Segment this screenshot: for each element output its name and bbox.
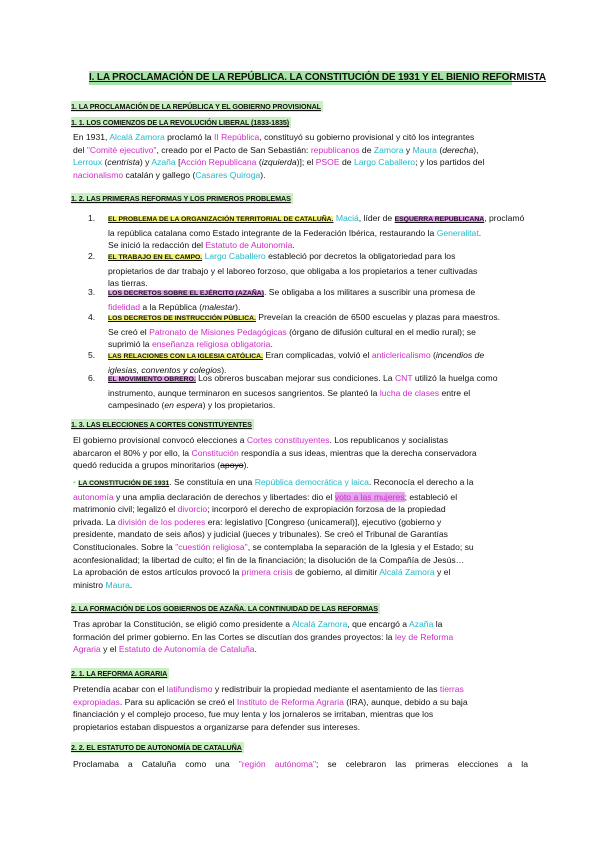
list-number: 6.	[88, 373, 96, 383]
section-heading-1: 1. LA PROCLAMACIÓN DE LA REPÚBLICA Y EL GOBIERNO PROVISIONAL	[71, 102, 321, 111]
section-heading-1-3: 1. 3. LAS ELECCIONES A CORTES CONSTITUYENTES	[71, 420, 252, 429]
paragraph-first-crisis: La aprobación de estos artículos provocó la primera crisis de gobierno, al dimitir Alcalá Zamora y el ministro Maura.	[73, 567, 451, 590]
list-item: EL TRABAJO EN EL CAMPO. Largo Caballero estableció por decretos la obligatoriedad para los propietarios de dar trabajo y el laboreo forzoso, que obligaba a los propietarios a tener cultivadas las tierras.	[108, 251, 478, 289]
paragraph-provisional-government: En 1931, Alcalá Zamora proclamó la II República, constituyó su gobierno provisional y citó los integrantes del "Comité ejecutivo", creado por el Pacto de San Sebastián: republicanos de Zamora y Maura (derecha), Lerroux (centrista) y Azaña [Acción Republicana (izquierda)]; el PSOE de Largo Caballero; y los partidos del nacionalismo catalán y gallego (Casares Quiroga).	[73, 132, 485, 180]
section-heading-2: 2. LA FORMACIÓN DE LOS GOBIERNOS DE AZAÑA. LA CONTINUIDAD DE LAS REFORMAS	[71, 604, 378, 613]
page-title: I. LA PROCLAMACIÓN DE LA REPÚBLICA. LA CONSTITUCIÓN DE 1931 Y EL BIENIO REFORMISTA	[89, 72, 546, 83]
list-item: LOS DECRETOS DE INSTRUCCIÓN PÚBLICA. Preveían la creación de 6500 escuelas y plazas para maestros. Se creó el Patronato de Misiones Pedagógicas (órgano de difusión cultural en el medio rural); se suprimió la enseñanza religiosa obligatoria.	[108, 312, 501, 350]
paragraph-azana-governments: Tras aprobar la Constitución, se eligió como presidente a Alcalá Zamora, que encargó a Azaña la formación del primer gobierno. En las Cortes se discutían dos grandes proyectos: la ley de Reforma Agraria y el Estatuto de Autonomía de Cataluña.	[73, 619, 454, 655]
section-heading-2-1: 2. 1. LA REFORMA AGRARIA	[71, 669, 168, 678]
list-item: EL PROBLEMA DE LA ORGANIZACIÓN TERRITORIAL DE CATALUÑA. Maciá, líder de ESQUERRA REPUBLICANA, proclamó la república catalana como Estado integrante de la Federación Ibérica, restaurando la Generalitat. Se inició la redacción del Estatuto de Autonomía.	[108, 213, 525, 251]
list-number: 5.	[88, 350, 96, 360]
section-heading-2-2: 2. 2. EL ESTATUTO DE AUTONOMÍA DE CATALUÑA	[71, 743, 242, 752]
paragraph-constitution-1931: • LA CONSTITUCIÓN DE 1931. Se constituía en una República democrática y laica. Reconocía el derecho a la autonomía y una amplia declaración de derechos y libertades: dio el voto a las mujeres; estableció el matrimonio civil; legalizó el divorcio; incorporó el derecho de expropiación forzosa de la propiedad privada. La división de los poderes era: legislativo [Congreso (unicameral)], ejecutivo (gobierno y presidente, mandato de seis años) y judicial (jueces y tribunales). Se creó el Tribunal de Garantías Constitucionales. Sobre la "cuestión religiosa", se contemplaba la separación de la Iglesia y el Estado; su aconfesionalidad; la libertad de culto; el fin de la financiación; la disolución de la Compañía de Jesús…	[73, 477, 474, 565]
paragraph-elections: El gobierno provisional convocó elecciones a Cortes constituyentes. Los republicanos y socialistas abarcaron el 80% y por ello, la Constitución respondía a sus ideas, mientras que la derecha conservadora quedó reducida a grupos minoritarios (apoyo).	[73, 435, 477, 471]
list-number: 1.	[88, 213, 96, 223]
section-heading-1-2: 1. 2. LAS PRIMERAS REFORMAS Y LOS PRIMEROS PROBLEMAS	[71, 194, 291, 203]
paragraph-catalan-statute: Proclamaba a Cataluña como una "región autónoma"; se celebraron las primeras elecciones a la	[73, 759, 528, 769]
list-item: LOS DECRETOS SOBRE EL EJÉRCITO (AZAÑA). Se obligaba a los militares a suscribir una promesa de fidelidad a la República (malestar).	[108, 287, 476, 312]
paragraph-agrarian-reform: Pretendía acabar con el latifundismo y redistribuir la propiedad mediante el asentamiento de las tierras expropiadas. Para su aplicación se creó el Instituto de Reforma Agraria (IRA), aunque, debido a su baja financiación y el complejo proceso, fue muy lenta y los jornaleros se irritaban, mientras que los propietarios estaban dispuestos a organizarse para defender sus intereses.	[73, 684, 468, 732]
list-item: LAS RELACIONES CON LA IGLESIA CATÓLICA. Eran complicadas, volvió el anticlericalismo (incendios de iglesias, conventos y colegios).	[108, 350, 485, 375]
list-number: 4.	[88, 312, 96, 322]
list-item: EL MOVIMIENTO OBRERO. Los obreros buscaban mejorar sus condiciones. La CNT utilizó la huelga como instrumento, aunque terminaron en sucesos sangrientos. Se planteó la lucha de clases entre el campesinado (en espera) y los propietarios.	[108, 373, 498, 411]
section-heading-1-1: 1. 1. LOS COMIENZOS DE LA REVOLUCIÓN LIBERAL (1833-1835)	[71, 118, 290, 127]
list-number: 3.	[88, 287, 96, 297]
list-number: 2.	[88, 251, 96, 261]
